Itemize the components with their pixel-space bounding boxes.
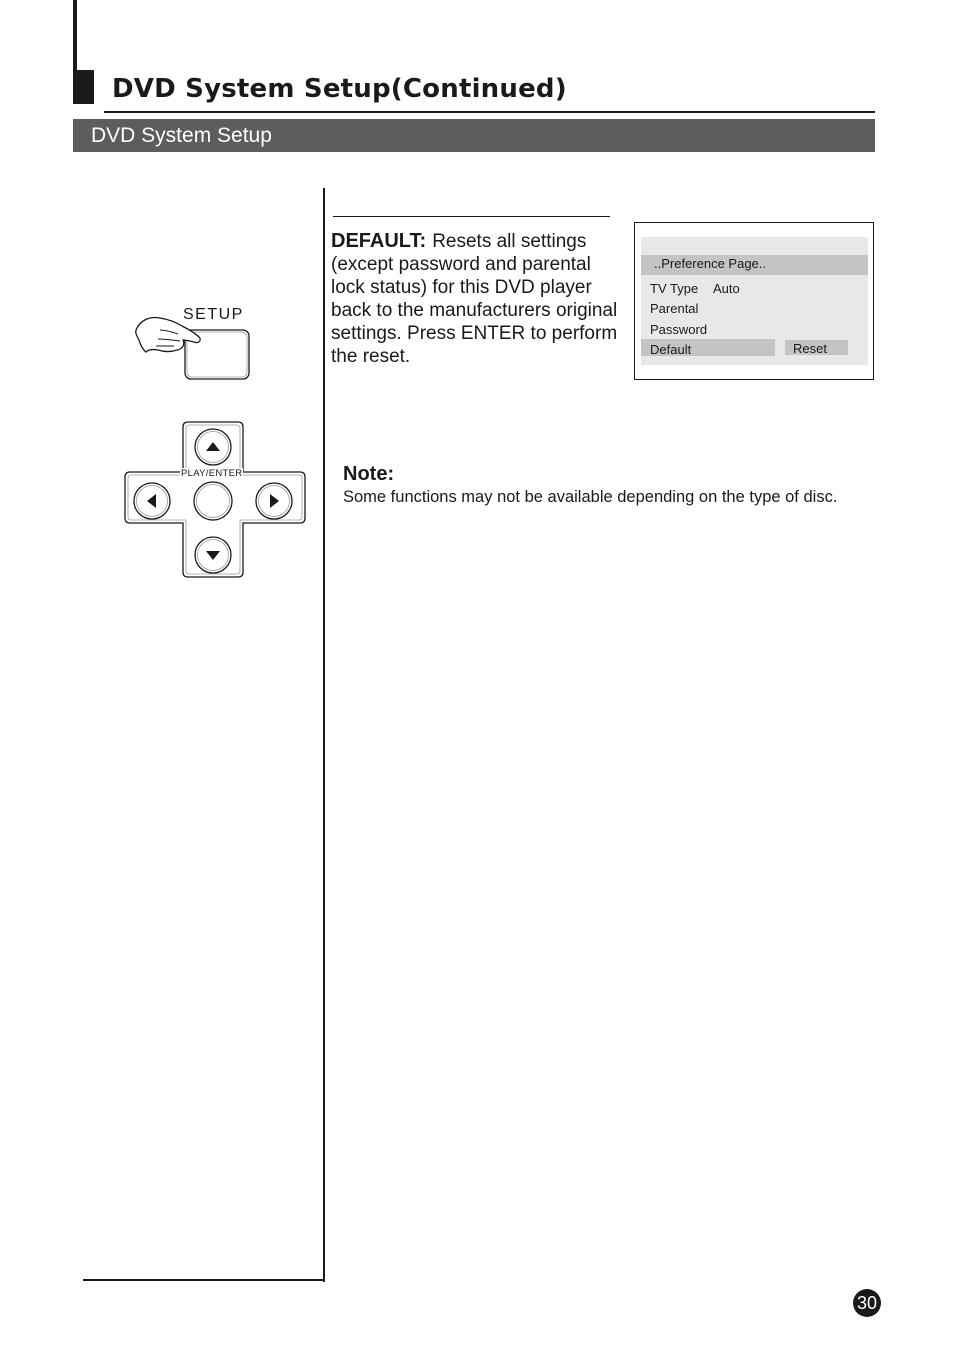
default-keyword: DEFAULT: [331,230,427,252]
description-rule [333,216,610,217]
column-divider [323,188,325,1282]
title-underline [104,111,875,113]
section-header: DVD System Setup [73,119,875,152]
left-arrow-icon [134,483,170,519]
page-title: DVD System Setup(Continued) [112,74,567,104]
setup-label: SETUP [183,306,244,323]
down-arrow-icon [195,537,231,573]
note-title: Note: [343,463,395,485]
page-number-badge: 30 [853,1289,881,1317]
enter-button-icon [194,482,232,520]
osd-value-tv-type: Auto [713,281,740,296]
up-arrow-icon [195,429,231,465]
osd-item-default[interactable]: Default [650,342,692,357]
play-enter-label: PLAY/ENTER [181,468,243,479]
header-marker-block [73,70,94,104]
right-arrow-icon [256,483,292,519]
dpad-illustration [122,420,308,582]
default-description-text: Resets all settings (except password and parental lock status) for this DVD player back to the manufacturers original settings. Press ENTER to perform the reset. [331,231,618,367]
osd-item-parental[interactable]: Parental [650,301,699,316]
osd-item-password[interactable]: Password [650,322,708,337]
default-description [331,230,621,368]
osd-value-reset[interactable]: Reset [793,341,827,356]
osd-item-tv-type[interactable]: TV Type [650,281,699,296]
bottom-rule [83,1279,325,1281]
osd-menu-header: ..Preference Page.. [654,256,767,271]
note-text: Some functions may not be available depending on the type of disc. [343,488,838,506]
